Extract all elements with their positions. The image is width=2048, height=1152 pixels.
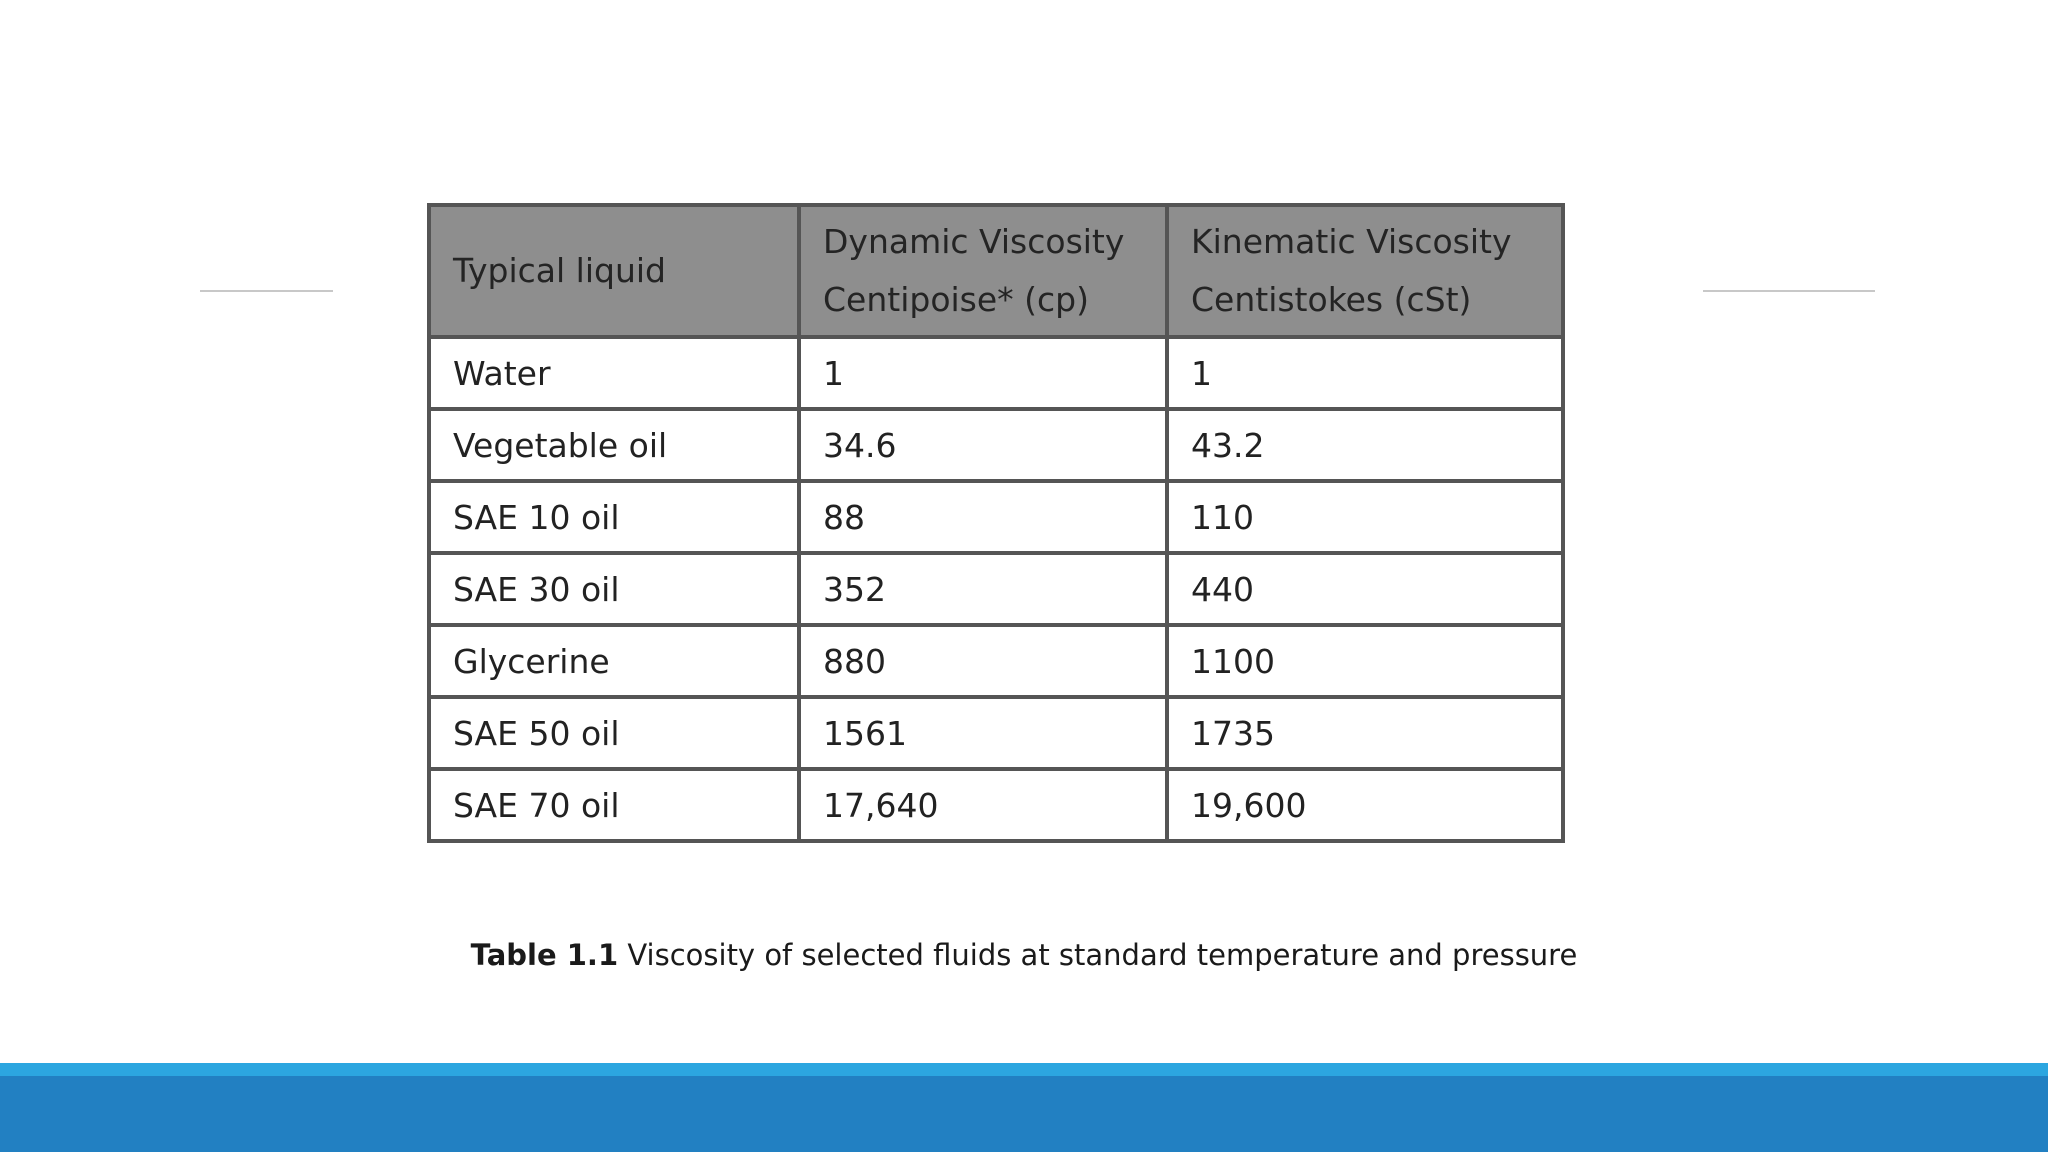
table-row <box>429 625 1563 697</box>
cell-liquid: Glycerine <box>429 625 799 697</box>
table-row <box>429 697 1563 769</box>
decorative-line-right <box>1703 290 1875 292</box>
cell-dynamic-viscosity: 1561 <box>799 697 1167 769</box>
cell-liquid: Vegetable oil <box>429 409 799 481</box>
cell-kinematic-viscosity: 110 <box>1167 481 1563 553</box>
cell-kinematic-viscosity: 440 <box>1167 553 1563 625</box>
header-typical-liquid <box>429 205 799 337</box>
cell-dynamic-viscosity: 1 <box>799 337 1167 409</box>
header-kinematic-viscosity-line2: Centistokes (cSt) <box>1191 280 1472 319</box>
table-caption-text: Viscosity of selected fluids at standard temperature and pressure <box>618 938 1578 972</box>
table-row <box>429 337 1563 409</box>
header-typical-liquid-label: Typical liquid <box>453 251 667 290</box>
table-row <box>429 481 1563 553</box>
cell-liquid: SAE 50 oil <box>429 697 799 769</box>
viscosity-table-container <box>427 203 1561 843</box>
decorative-line-left <box>200 290 333 292</box>
cell-liquid: SAE 30 oil <box>429 553 799 625</box>
table-row <box>429 553 1563 625</box>
cell-dynamic-viscosity: 88 <box>799 481 1167 553</box>
footer-accent-stripe <box>0 1063 2048 1076</box>
cell-liquid: SAE 10 oil <box>429 481 799 553</box>
header-kinematic-viscosity-line1: Kinematic Viscosity <box>1191 222 1512 261</box>
table-row <box>429 769 1563 841</box>
cell-dynamic-viscosity: 17,640 <box>799 769 1167 841</box>
cell-kinematic-viscosity: 43.2 <box>1167 409 1563 481</box>
header-dynamic-viscosity-line2: Centipoise* (cp) <box>823 280 1089 319</box>
table-caption-label: Table 1.1 <box>470 938 619 972</box>
cell-liquid: Water <box>429 337 799 409</box>
cell-kinematic-viscosity: 19,600 <box>1167 769 1563 841</box>
cell-dynamic-viscosity: 34.6 <box>799 409 1167 481</box>
viscosity-table <box>427 203 1565 843</box>
footer-band <box>0 1076 2048 1152</box>
header-kinematic-viscosity <box>1167 205 1563 337</box>
table-row <box>429 409 1563 481</box>
table-caption <box>0 938 2048 972</box>
cell-dynamic-viscosity: 880 <box>799 625 1167 697</box>
cell-kinematic-viscosity: 1735 <box>1167 697 1563 769</box>
cell-kinematic-viscosity: 1100 <box>1167 625 1563 697</box>
header-dynamic-viscosity <box>799 205 1167 337</box>
table-header-row <box>429 205 1563 337</box>
cell-liquid: SAE 70 oil <box>429 769 799 841</box>
header-dynamic-viscosity-line1: Dynamic Viscosity <box>823 222 1125 261</box>
cell-dynamic-viscosity: 352 <box>799 553 1167 625</box>
cell-kinematic-viscosity: 1 <box>1167 337 1563 409</box>
